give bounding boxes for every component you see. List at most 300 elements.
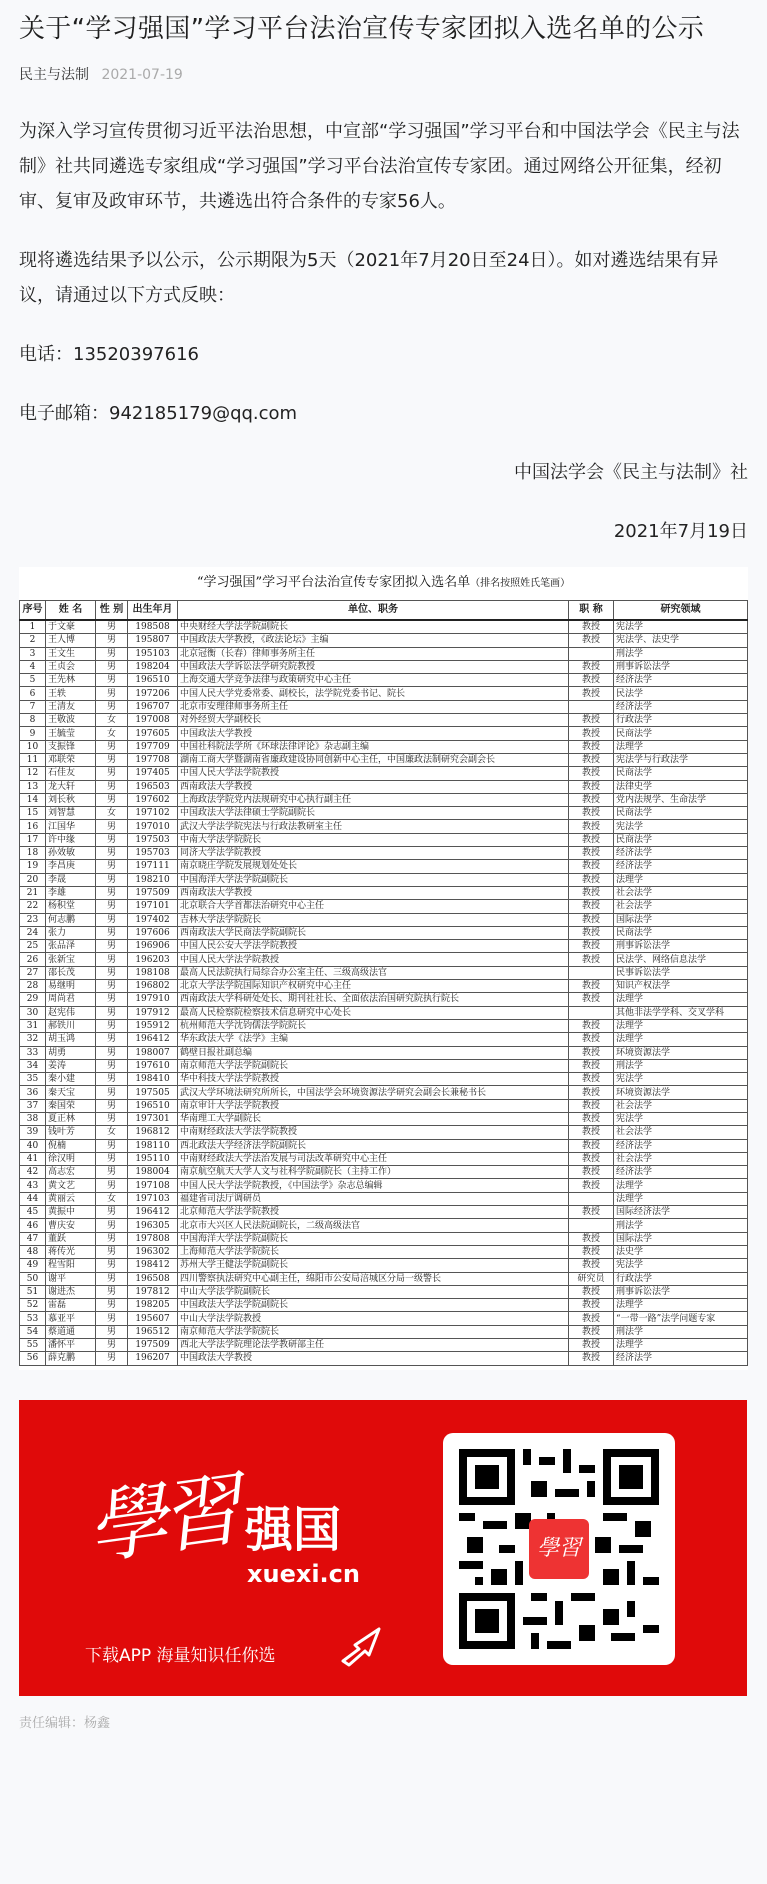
cell-index: 42 [20, 1166, 46, 1179]
cell-index: 31 [20, 1019, 46, 1032]
cell-index: 22 [20, 900, 46, 913]
cell-index: 1 [20, 620, 46, 634]
cell-name: 王敬波 [46, 714, 96, 727]
cell-field: 经济法学 [614, 1139, 748, 1152]
cell-affiliation: 中央财经大学法学院副院长 [178, 620, 569, 634]
responsible-editor: 责任编辑：杨鑫 [19, 1715, 111, 1731]
cell-affiliation: 中国政法大学教授 [178, 1352, 569, 1365]
cell-name: 王先林 [46, 674, 96, 687]
table-row [20, 1006, 748, 1019]
article-meta [19, 66, 748, 84]
cell-name: 龙大轩 [46, 780, 96, 793]
cell-affiliation: 对外经贸大学副校长 [178, 714, 569, 727]
table-row [20, 727, 748, 740]
cell-gender: 男 [96, 1046, 128, 1059]
cell-gender: 男 [96, 1086, 128, 1099]
cell-index: 14 [20, 793, 46, 806]
cell-index: 13 [20, 780, 46, 793]
cell-name: 王文生 [46, 647, 96, 660]
cell-title: 教授 [569, 1245, 614, 1258]
cell-birth: 196508 [128, 1272, 178, 1285]
cell-field: 宪法学 [614, 1259, 748, 1272]
cell-affiliation: 中国人民大学法学院教授 [178, 767, 569, 780]
cell-field: 行政法学 [614, 714, 748, 727]
header-affiliation: 单位、职务 [178, 601, 569, 621]
cell-title: 教授 [569, 753, 614, 766]
table-row [20, 1019, 748, 1032]
paragraph-intro: 为深入学习宣传贯彻习近平法治思想，中宣部“学习强国”学习平台和中国法学会《民主与法制》社共同遴选专家组成“学习强国”学习平台法治宣传专家团。通过网络公开征集，经初审、复审及政审环节，共遴选出符合条件的专家56人。 [19, 121, 740, 212]
cell-affiliation: 中国政法大学教授 [178, 727, 569, 740]
cell-field: 刑事诉讼法学 [614, 940, 748, 953]
cell-affiliation: 西南政法大学教授 [178, 780, 569, 793]
cell-index: 39 [20, 1126, 46, 1139]
table-row [20, 620, 748, 634]
header-birth: 出生年月 [128, 601, 178, 621]
cell-birth: 195807 [128, 634, 178, 647]
cell-title: 教授 [569, 886, 614, 899]
cell-gender: 男 [96, 620, 128, 634]
cell-name: 钱叶芳 [46, 1126, 96, 1139]
table-row [20, 833, 748, 846]
cell-gender: 男 [96, 993, 128, 1006]
cell-birth: 197912 [128, 1006, 178, 1019]
table-row [20, 687, 748, 700]
cell-field: 法理学 [614, 993, 748, 1006]
cell-name: 李雄 [46, 886, 96, 899]
table-row [20, 953, 748, 966]
cell-title: 教授 [569, 660, 614, 673]
cell-title: 教授 [569, 1285, 614, 1298]
cell-gender: 男 [96, 1219, 128, 1232]
cell-index: 43 [20, 1179, 46, 1192]
cell-field: 社会法学 [614, 1099, 748, 1112]
cell-name: 何志鹏 [46, 913, 96, 926]
cell-title: 教授 [569, 767, 614, 780]
cell-name: 董跃 [46, 1232, 96, 1245]
cell-birth: 196512 [128, 1325, 178, 1338]
cell-gender: 男 [96, 1352, 128, 1365]
cell-gender: 男 [96, 873, 128, 886]
cell-birth: 198004 [128, 1166, 178, 1179]
table-row [20, 1219, 748, 1232]
cell-birth: 196412 [128, 1206, 178, 1219]
cell-title [569, 647, 614, 660]
cell-birth: 197102 [128, 807, 178, 820]
cell-name: 许中缘 [46, 833, 96, 846]
cell-gender: 男 [96, 634, 128, 647]
cell-birth: 198205 [128, 1299, 178, 1312]
cell-name: 孙效敏 [46, 847, 96, 860]
cell-field: 法理学 [614, 740, 748, 753]
cell-index: 7 [20, 700, 46, 713]
cell-birth: 197708 [128, 753, 178, 766]
cell-birth: 197008 [128, 714, 178, 727]
table-row [20, 1339, 748, 1352]
cell-title: 教授 [569, 780, 614, 793]
cell-name: 王贞会 [46, 660, 96, 673]
cell-field: 社会法学 [614, 900, 748, 913]
cell-affiliation: 西北政法大学经济法学院副院长 [178, 1139, 569, 1152]
cell-birth: 198210 [128, 873, 178, 886]
table-row [20, 1046, 748, 1059]
table-row [20, 966, 748, 979]
cell-affiliation: 北京市大兴区人民法院副院长，二级高级法官 [178, 1219, 569, 1232]
cell-birth: 197610 [128, 1059, 178, 1072]
cell-title: 教授 [569, 1232, 614, 1245]
table-row [20, 993, 748, 1006]
cell-field: 国际法学 [614, 1232, 748, 1245]
cell-gender: 女 [96, 714, 128, 727]
cell-field: 民商法学 [614, 833, 748, 846]
cell-birth: 198204 [128, 660, 178, 673]
cell-field: 其他非法学学科、交叉学科 [614, 1006, 748, 1019]
cell-title [569, 1219, 614, 1232]
cell-index: 41 [20, 1152, 46, 1165]
expert-list-image [19, 567, 748, 1370]
cell-field: 宪法学 [614, 820, 748, 833]
cell-name: 谢平 [46, 1272, 96, 1285]
expert-table [19, 600, 748, 1366]
cell-gender: 男 [96, 1179, 128, 1192]
cell-field: 刑法学 [614, 647, 748, 660]
cell-name: 杨积堂 [46, 900, 96, 913]
cell-affiliation: 中国人民大学法学院教授，《中国法学》杂志总编辑 [178, 1179, 569, 1192]
xuexi-logo-text: 强国 [245, 1501, 342, 1558]
cell-name: 雷磊 [46, 1299, 96, 1312]
cell-index: 9 [20, 727, 46, 740]
cell-name: 夏正林 [46, 1112, 96, 1125]
table-row [20, 1325, 748, 1338]
cell-index: 55 [20, 1339, 46, 1352]
cell-name: 高志宏 [46, 1166, 96, 1179]
cell-affiliation: 中南大学法学院院长 [178, 833, 569, 846]
article-source[interactable]: 民主与法制 [19, 67, 89, 83]
cell-gender: 男 [96, 940, 128, 953]
cell-field: 党内法规学、生命法学 [614, 793, 748, 806]
cell-index: 10 [20, 740, 46, 753]
cell-index: 20 [20, 873, 46, 886]
cell-index: 47 [20, 1232, 46, 1245]
cell-title: 教授 [569, 1073, 614, 1086]
cell-gender: 女 [96, 1192, 128, 1205]
cell-field: 经济法学 [614, 1352, 748, 1365]
cell-name: 谢进杰 [46, 1285, 96, 1298]
cell-index: 16 [20, 820, 46, 833]
cell-gender: 男 [96, 753, 128, 766]
cell-title: 教授 [569, 1046, 614, 1059]
cell-affiliation: 西北大学法学院理论法学教研部主任 [178, 1339, 569, 1352]
cell-affiliation: 南京审计大学法学院教授 [178, 1099, 569, 1112]
cell-index: 25 [20, 940, 46, 953]
arrow-icon [339, 1625, 383, 1669]
cell-affiliation: 北京联合大学首都法治研究中心主任 [178, 900, 569, 913]
cell-birth: 195103 [128, 647, 178, 660]
cell-affiliation: 西南政法大学科研处处长、期刊社社长、全面依法治国研究院执行院长 [178, 993, 569, 1006]
table-row [20, 860, 748, 873]
table-row [20, 1259, 748, 1272]
cell-index: 28 [20, 980, 46, 993]
download-slogan: 下载APP 海量知识任你选 [85, 1645, 276, 1666]
cell-name: 慕亚平 [46, 1312, 96, 1325]
qr-center-logo: 學習 [529, 1519, 589, 1579]
cell-gender: 男 [96, 1152, 128, 1165]
cell-name: 程雪阳 [46, 1259, 96, 1272]
cell-gender: 女 [96, 727, 128, 740]
cell-affiliation: 南京师范大学法学院院长 [178, 1325, 569, 1338]
cell-index: 49 [20, 1259, 46, 1272]
cell-index: 52 [20, 1299, 46, 1312]
cell-birth: 195607 [128, 1312, 178, 1325]
cell-birth: 197505 [128, 1086, 178, 1099]
cell-affiliation: 中国政法大学法律硕士学院副院长 [178, 807, 569, 820]
cell-affiliation: 最高人民法院执行局综合办公室主任、三级高级法官 [178, 966, 569, 979]
cell-title: 教授 [569, 727, 614, 740]
cell-name: 秦国荣 [46, 1099, 96, 1112]
cell-gender: 男 [96, 1019, 128, 1032]
cell-gender: 男 [96, 1259, 128, 1272]
cell-affiliation: 中南财经政法大学法治发展与司法改革研究中心主任 [178, 1152, 569, 1165]
cell-birth: 196510 [128, 674, 178, 687]
cell-field: 国际法学 [614, 913, 748, 926]
cell-name: 黄文艺 [46, 1179, 96, 1192]
cell-birth: 195110 [128, 1152, 178, 1165]
article-title: 关于“学习强国”学习平台法治宣传专家团拟入选名单的公示 [19, 14, 705, 44]
cell-title: 教授 [569, 807, 614, 820]
table-row [20, 807, 748, 820]
cell-birth: 195703 [128, 847, 178, 860]
cell-birth: 197605 [128, 727, 178, 740]
cell-title: 教授 [569, 1352, 614, 1365]
cell-field: 社会法学 [614, 886, 748, 899]
table-row [20, 873, 748, 886]
cell-birth: 197103 [128, 1192, 178, 1205]
cell-field: 法理学 [614, 1339, 748, 1352]
table-body [20, 620, 748, 1365]
table-row [20, 980, 748, 993]
contact-phone: 电话：13520397616 [19, 344, 199, 365]
qr-code-card[interactable] [443, 1433, 675, 1665]
cell-name: 倪楠 [46, 1139, 96, 1152]
cell-title: 教授 [569, 940, 614, 953]
cell-affiliation: 中国海洋大学法学院副院长 [178, 1232, 569, 1245]
cell-gender: 男 [96, 980, 128, 993]
cell-affiliation: 中国人民公安大学法学院教授 [178, 940, 569, 953]
xuexi-banner[interactable] [19, 1400, 747, 1696]
cell-gender: 男 [96, 820, 128, 833]
table-row [20, 1272, 748, 1285]
table-row [20, 1033, 748, 1046]
cell-affiliation: 福建省司法厅调研员 [178, 1192, 569, 1205]
table-row [20, 1152, 748, 1165]
cell-name: 胡勇 [46, 1046, 96, 1059]
cell-name: 刘智慧 [46, 807, 96, 820]
cell-name: 蒋传光 [46, 1245, 96, 1258]
table-row [20, 1232, 748, 1245]
cell-name: 邓联荣 [46, 753, 96, 766]
cell-title: 教授 [569, 674, 614, 687]
cell-title: 教授 [569, 1099, 614, 1112]
cell-name: 赵宪伟 [46, 1006, 96, 1019]
cell-title: 教授 [569, 1325, 614, 1338]
cell-affiliation: 中山大学法学院教授 [178, 1312, 569, 1325]
cell-field: 社会法学 [614, 1152, 748, 1165]
cell-title: 教授 [569, 847, 614, 860]
cell-affiliation: 鹤壁日报社副总编 [178, 1046, 569, 1059]
cell-title: 教授 [569, 620, 614, 634]
cell-index: 2 [20, 634, 46, 647]
cell-affiliation: 华中科技大学法学院教授 [178, 1073, 569, 1086]
cell-gender: 男 [96, 660, 128, 673]
cell-gender: 男 [96, 1339, 128, 1352]
cell-title: 教授 [569, 1139, 614, 1152]
cell-gender: 女 [96, 807, 128, 820]
cell-gender: 男 [96, 767, 128, 780]
cell-index: 30 [20, 1006, 46, 1019]
table-row [20, 1126, 748, 1139]
table-row [20, 1312, 748, 1325]
paragraph-notice: 现将遴选结果予以公示，公示期限为5天（2021年7月20日至24日）。如对遴选结果有异议，请通过以下方式反映： [19, 250, 719, 306]
cell-title: 教授 [569, 1059, 614, 1072]
cell-name: 王清友 [46, 700, 96, 713]
cell-affiliation: 中国海洋大学法学院副院长 [178, 873, 569, 886]
cell-affiliation: 杭州师范大学沈钧儒法学院院长 [178, 1019, 569, 1032]
cell-title: 教授 [569, 1112, 614, 1125]
cell-name: 李昌庚 [46, 860, 96, 873]
cell-gender: 男 [96, 1006, 128, 1019]
table-row [20, 714, 748, 727]
cell-field: 法理学 [614, 873, 748, 886]
cell-field: 宪法学 [614, 1073, 748, 1086]
cell-name: 李晟 [46, 873, 96, 886]
cell-index: 18 [20, 847, 46, 860]
cell-title: 教授 [569, 1166, 614, 1179]
cell-gender: 男 [96, 1232, 128, 1245]
cell-affiliation: 最高人民检察院检察技术信息研究中心处长 [178, 1006, 569, 1019]
cell-name: 易继明 [46, 980, 96, 993]
cell-gender: 男 [96, 1299, 128, 1312]
table-row [20, 674, 748, 687]
cell-field: 法理学 [614, 1019, 748, 1032]
cell-name: 胡玉鸿 [46, 1033, 96, 1046]
cell-index: 54 [20, 1325, 46, 1338]
cell-birth: 196510 [128, 1099, 178, 1112]
cell-field: 经济法学 [614, 1166, 748, 1179]
cell-affiliation: 中国政法大学法学院副院长 [178, 1299, 569, 1312]
cell-title [569, 700, 614, 713]
cell-name: 郝铁川 [46, 1019, 96, 1032]
cell-affiliation: 北京师范大学法学院教授 [178, 1206, 569, 1219]
cell-birth: 196203 [128, 953, 178, 966]
cell-name: 秦天宝 [46, 1086, 96, 1099]
header-gender: 性 别 [96, 601, 128, 621]
contact-email: 电子邮箱：942185179@qq.com [19, 403, 298, 424]
cell-gender: 男 [96, 793, 128, 806]
cell-birth: 198410 [128, 1073, 178, 1086]
cell-name: 秦小建 [46, 1073, 96, 1086]
cell-field: 刑法学 [614, 1219, 748, 1232]
cell-field: 民商法学 [614, 767, 748, 780]
table-row [20, 740, 748, 753]
cell-name: 张品泽 [46, 940, 96, 953]
cell-birth: 197405 [128, 767, 178, 780]
cell-name: 支振锋 [46, 740, 96, 753]
cell-birth: 197509 [128, 886, 178, 899]
cell-index: 50 [20, 1272, 46, 1285]
cell-affiliation: 南京师范大学法学院副院长 [178, 1059, 569, 1072]
cell-affiliation: 武汉大学法学院宪法与行政法教研室主任 [178, 820, 569, 833]
cell-index: 15 [20, 807, 46, 820]
cell-name: 张力 [46, 926, 96, 939]
cell-gender: 男 [96, 1206, 128, 1219]
cell-name: 薛克鹏 [46, 1352, 96, 1365]
cell-gender: 男 [96, 913, 128, 926]
cell-field: 环境资源法学 [614, 1086, 748, 1099]
cell-index: 37 [20, 1099, 46, 1112]
cell-title: 教授 [569, 1339, 614, 1352]
cell-title: 教授 [569, 1299, 614, 1312]
table-row [20, 1352, 748, 1365]
cell-title: 教授 [569, 1259, 614, 1272]
article-date: 2021-07-19 [101, 67, 183, 83]
cell-title: 教授 [569, 687, 614, 700]
cell-field: 法理学 [614, 1299, 748, 1312]
cell-gender: 女 [96, 1126, 128, 1139]
cell-field: 法史学 [614, 1245, 748, 1258]
cell-field: “一带一路”法学问题专家 [614, 1312, 748, 1325]
cell-affiliation: 华东政法大学《法学》主编 [178, 1033, 569, 1046]
cell-name: 曹庆安 [46, 1219, 96, 1232]
xuexi-logo-script: 學習 [81, 1462, 241, 1576]
cell-birth: 196812 [128, 1126, 178, 1139]
cell-field: 刑事诉讼法学 [614, 660, 748, 673]
cell-birth: 197301 [128, 1112, 178, 1125]
cell-name: 黄丽云 [46, 1192, 96, 1205]
cell-affiliation: 上海交通大学竞争法律与政策研究中心主任 [178, 674, 569, 687]
cell-title: 教授 [569, 900, 614, 913]
cell-gender: 男 [96, 833, 128, 846]
table-row [20, 647, 748, 660]
cell-gender: 男 [96, 687, 128, 700]
table-row [20, 1245, 748, 1258]
cell-affiliation: 中国人民大学法学院教授 [178, 953, 569, 966]
cell-gender: 男 [96, 1166, 128, 1179]
cell-affiliation: 南京航空航天大学人文与社科学院副院长（主持工作） [178, 1166, 569, 1179]
cell-field: 国际经济法学 [614, 1206, 748, 1219]
cell-affiliation: 吉林大学法学院院长 [178, 913, 569, 926]
cell-index: 4 [20, 660, 46, 673]
cell-gender: 男 [96, 700, 128, 713]
cell-gender: 男 [96, 886, 128, 899]
cell-index: 36 [20, 1086, 46, 1099]
cell-title [569, 1006, 614, 1019]
cell-birth: 197111 [128, 860, 178, 873]
cell-name: 石佳友 [46, 767, 96, 780]
cell-field: 民商法学 [614, 807, 748, 820]
table-caption-note: （排名按照姓氏笔画） [470, 578, 571, 589]
table-row [20, 660, 748, 673]
cell-title: 教授 [569, 833, 614, 846]
cell-affiliation: 北京市安理律师事务所主任 [178, 700, 569, 713]
cell-affiliation: 中国政法大学教授，《政法论坛》主编 [178, 634, 569, 647]
table-row [20, 1206, 748, 1219]
cell-index: 35 [20, 1073, 46, 1086]
cell-field: 知识产权法学 [614, 980, 748, 993]
cell-birth: 198412 [128, 1259, 178, 1272]
cell-field: 民事诉讼法学 [614, 966, 748, 979]
table-caption-title: “学习强国”学习平台法治宣传专家团拟入选名单 [196, 575, 471, 590]
cell-gender: 男 [96, 780, 128, 793]
table-row [20, 1073, 748, 1086]
